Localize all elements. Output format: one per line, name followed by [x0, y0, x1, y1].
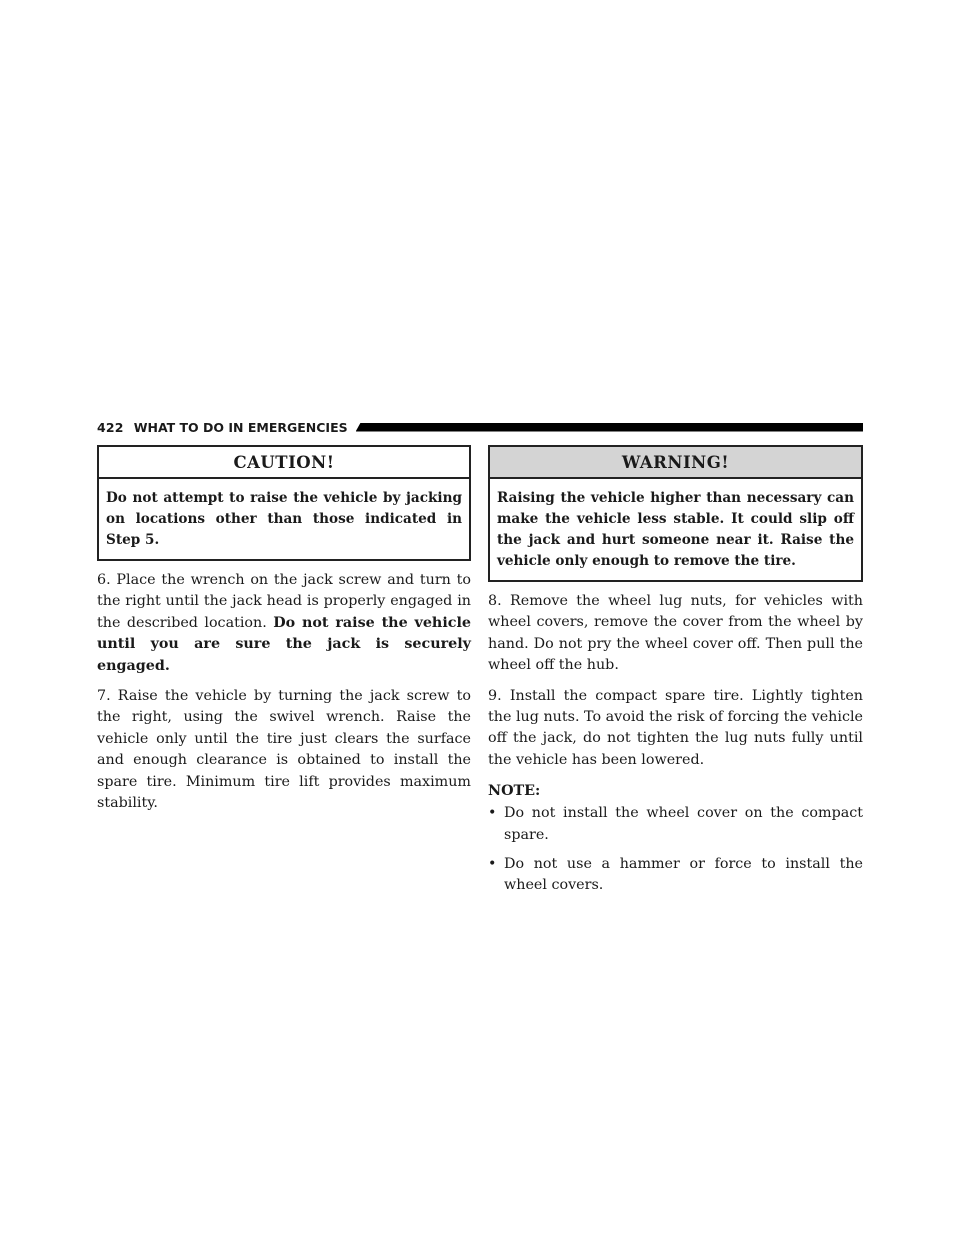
right-column: [488, 445, 863, 897]
bullet-dot: •: [488, 805, 497, 822]
step-6-bold-text: Do not raise the vehicle until you are sure the jack is securely engaged.: [97, 614, 471, 674]
step-8-paragraph: 8. Remove the wheel lug nuts, for vehicles with wheel covers, remove the cover from the wheel by hand. Do not pry the wheel cover off. Then pull the wheel off the hub.: [488, 593, 863, 674]
caution-text: Do not attempt to raise the vehicle by jacking on locations other than those indicated in Step 5.: [106, 490, 462, 548]
step-7-paragraph: 7. Raise the vehicle by turning the jack screw to the right, using the swivel wrench. Raise the vehicle only until the tire just clears the surface and enough clearance is obtained to install the spare tire. Minimum tire lift provides maximum stability.: [97, 688, 471, 812]
step-6-text: 6. Place the wrench on the jack screw and turn to the right until the jack head is properly engaged in the described location.: [97, 572, 471, 631]
bullet-dot: •: [488, 856, 497, 873]
note-bullet-item: [488, 854, 863, 897]
warning-title: WARNING!: [490, 447, 861, 479]
caution-box: [97, 445, 471, 561]
page-number: 422: [97, 419, 124, 435]
note-bullet-item: [488, 803, 863, 846]
warning-text: Raising the vehicle higher than necessary can make the vehicle less stable. It could slip off the jack and hurt someone near it. Raise the vehicle only enough to remove the tire.: [497, 490, 854, 569]
step-9-paragraph: 9. Install the compact spare tire. Lightly tighten the lug nuts. To avoid the risk of forcing the vehicle off the jack, do not tighten the lug nuts fully until the vehicle has been lowered.: [488, 687, 863, 768]
section-title: WHAT TO DO IN EMERGENCIES: [133, 419, 348, 435]
note-list: [488, 803, 863, 897]
left-column: [97, 445, 471, 814]
bullet-text: Do not use a hammer or force to install the wheel covers.: [504, 856, 863, 894]
header-rule: [356, 423, 863, 432]
note-label: NOTE:: [488, 783, 541, 800]
bullet-text: Do not install the wheel cover on the compact spare.: [504, 805, 863, 843]
step-6-paragraph: [97, 570, 471, 677]
warning-box: [488, 445, 863, 582]
page-header: [97, 418, 863, 436]
caution-title: CAUTION!: [99, 447, 469, 479]
